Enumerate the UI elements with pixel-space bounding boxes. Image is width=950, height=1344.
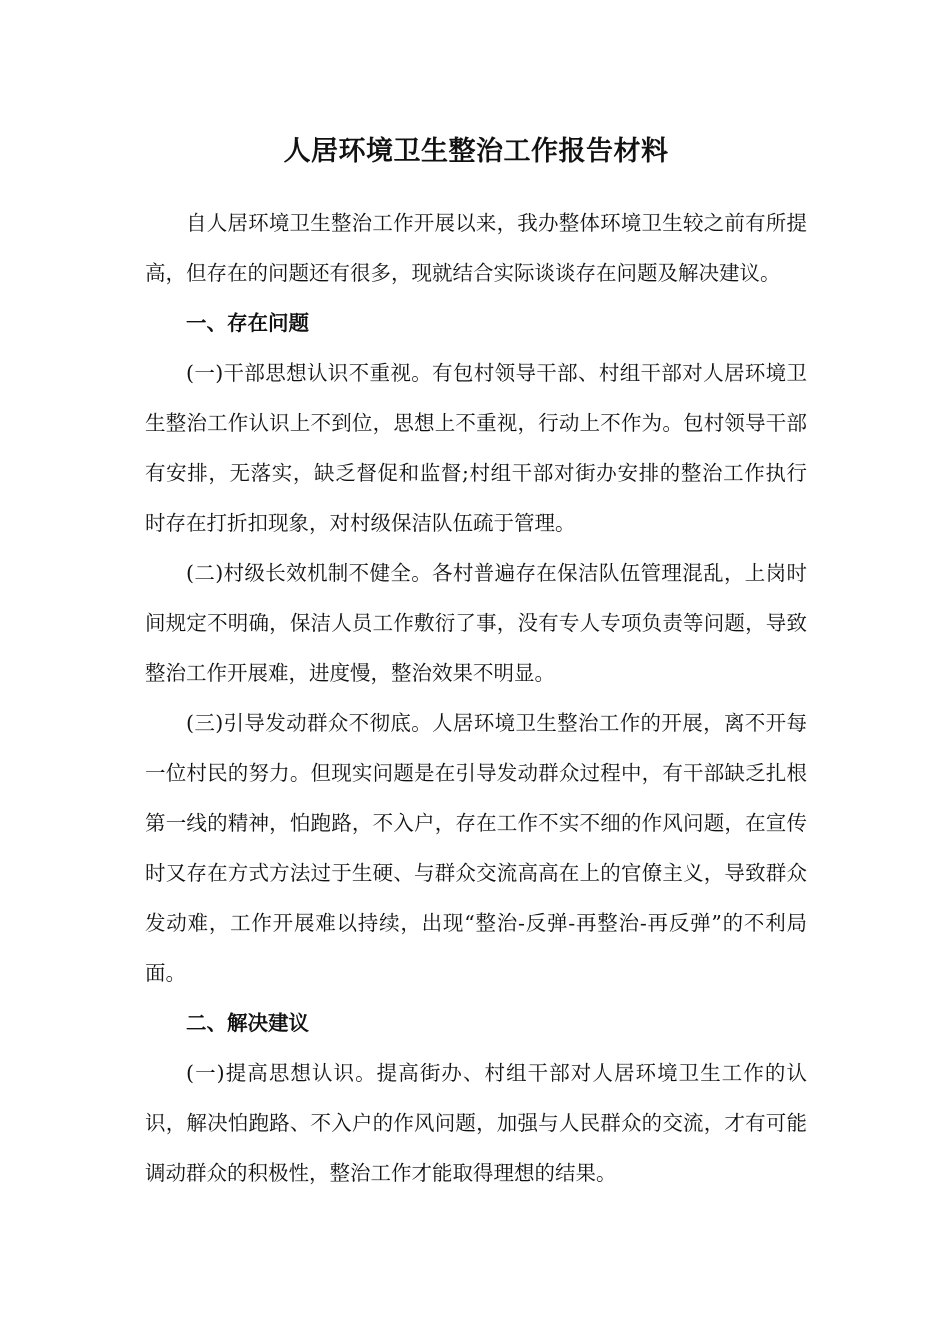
- document-body: [145, 128, 807, 1198]
- problem-paragraph-3: (三)引导发动群众不彻底。人居环境卫生整治工作的开展，离不开每一位村民的努力。但现实问题是在引导发动群众过程中，有干部缺乏扎根第一线的精神，怕跑路，不入户，存在工作不实不细的作风问题，在宣传时又存在方式方法过于生硬、与群众交流高高在上的官僚主义，导致群众发动难，工作开展难以持续，出现“整治-反弹-再整治-再反弹”的不利局面。: [145, 711, 807, 985]
- problem-paragraph-2: (二)村级长效机制不健全。各村普遍存在保洁队伍管理混乱，上岗时间规定不明确，保洁人员工作敷衍了事，没有专人专项负责等问题，导致整治工作开展难，进度慢，整治效果不明显。: [145, 561, 807, 685]
- document-title: 人居环境卫生整治工作报告材料: [283, 136, 669, 167]
- section-heading-problems: 一、存在问题: [186, 311, 309, 335]
- suggestion-paragraph-1: (一)提高思想认识。提高街办、村组干部对人居环境卫生工作的认识，解决怕跑路、不入户的作风问题，加强与人民群众的交流，才有可能调动群众的积极性，整治工作才能取得理想的结果。: [145, 1061, 807, 1185]
- section-heading-suggestions: 二、解决建议: [186, 1011, 309, 1035]
- problem-paragraph-1: (一)干部思想认识不重视。有包村领导干部、村组干部对人居环境卫生整治工作认识上不到位，思想上不重视，行动上不作为。包村领导干部有安排，无落实，缺乏督促和监督;村组干部对街办安排的整治工作执行时存在打折扣现象，对村级保洁队伍疏于管理。: [145, 361, 807, 535]
- intro-paragraph: 自人居环境卫生整治工作开展以来，我办整体环境卫生较之前有所提高，但存在的问题还有很多，现就结合实际谈谈存在问题及解决建议。: [145, 211, 807, 285]
